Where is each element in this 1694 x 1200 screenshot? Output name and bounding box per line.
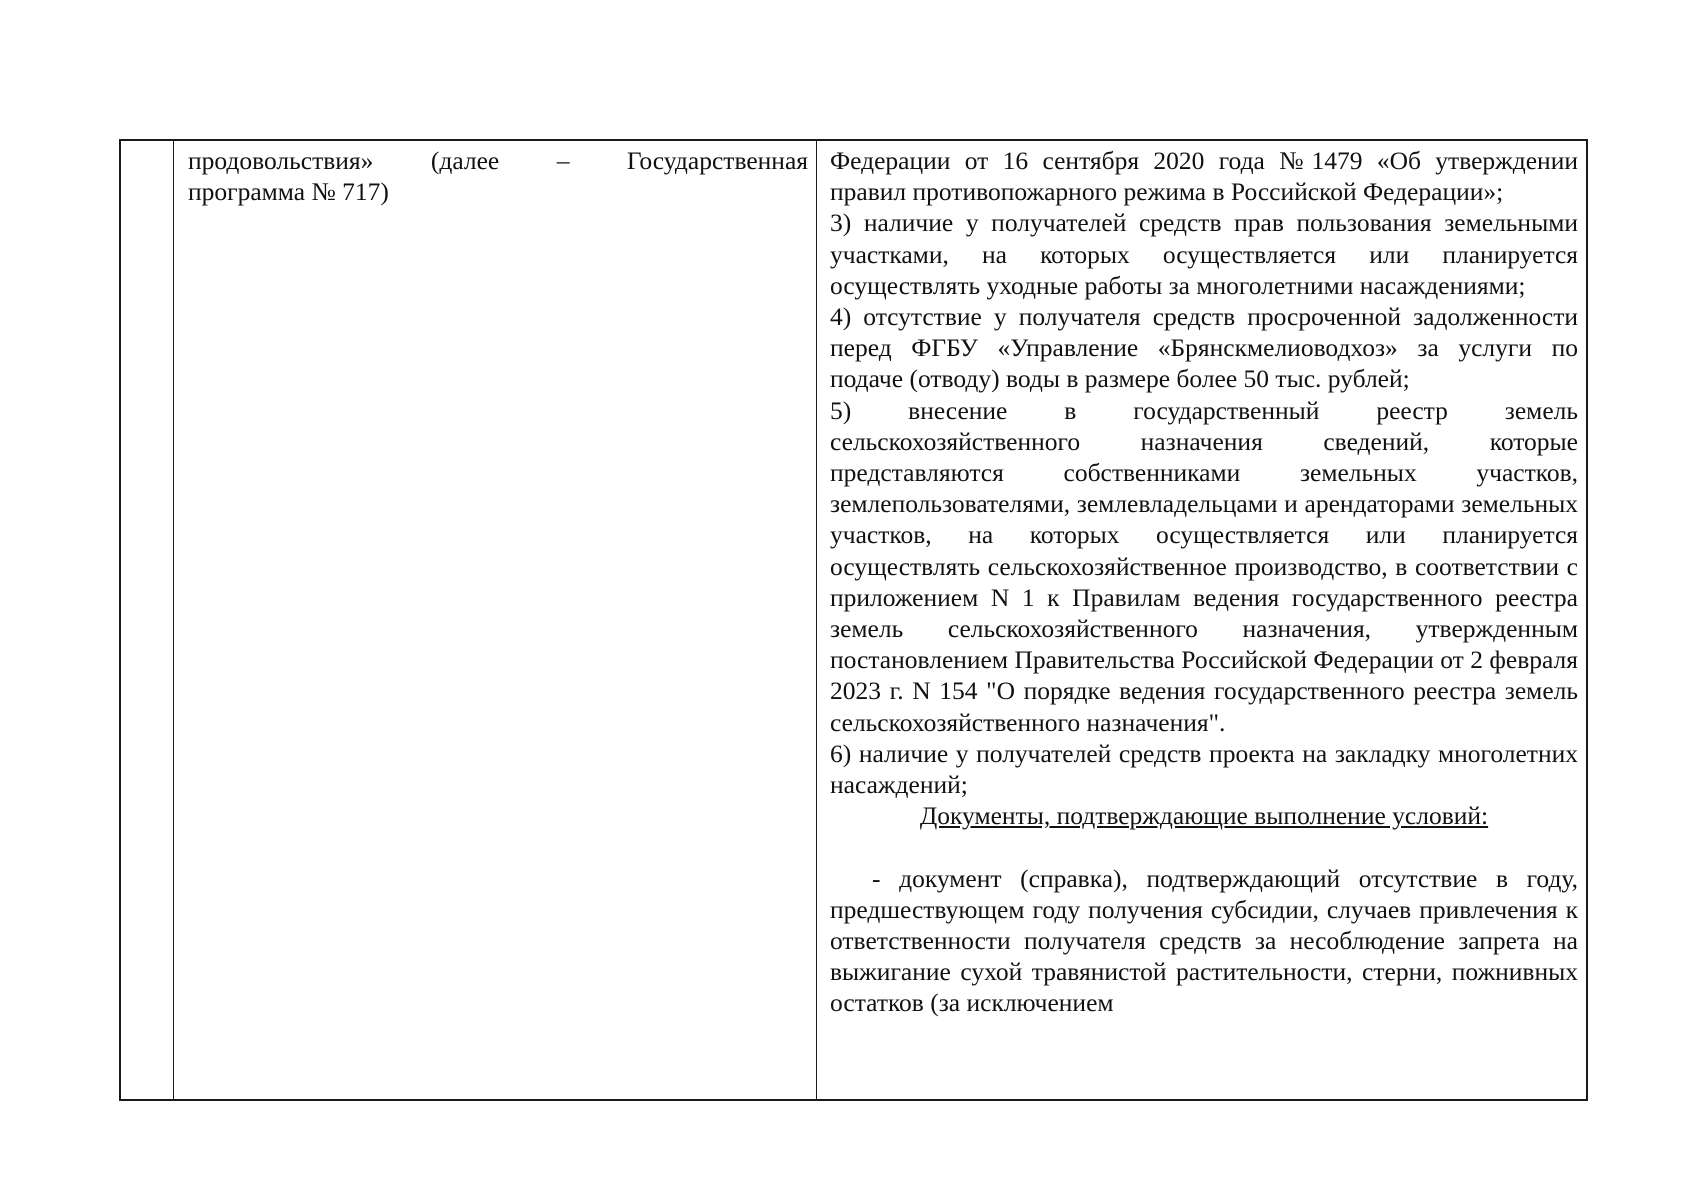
row-number-cell <box>121 141 174 1099</box>
documents-heading: Документы, подтверждающие выполнение условий: <box>919 801 1489 831</box>
document-table <box>119 139 1588 1101</box>
program-name-line2: программа № 717) <box>188 177 389 207</box>
condition-item-6: 6) наличие у получателей средств проекта на закладку многолетних насаждений; <box>830 738 1578 800</box>
document-item-1: - документ (справка), подтверждающий отсутствие в году, предшествующем году получения субсидии, случаев привлечения к ответственности получателя средств за несоблюдение запрета на выжигание сухой травянистой растительности, стерни, пожнивных остатков (за исключением <box>830 863 1578 1018</box>
condition-intro: Федерации от 16 сентября 2020 года №1479 «Об утверждении правил противопожарного режима в Российской Федерации»; <box>830 146 1578 207</box>
condition-item-3: 3) наличие у получателей средств прав пользования земельными участками, на которых осуществляется или планируется осуществлять уходные работы за многолетними насаждениями; <box>830 208 1578 300</box>
program-name-cell <box>174 141 817 1099</box>
condition-item-5: 5) внесение в государственный реестр земель сельскохозяйственного назначения сведений, которые представляются собственниками земельных участков, землепользователями, землевладельцами и арендаторами земельных участков, на которых осуществляется или планируется осуществлять сельскохозяйственное производство, в соответствии с приложением N 1 к Правилам ведения государственного реестра земель сельскохозяйственного назначения, утвержденным постановлением Правительства Российской Федерации от 2 февраля 2023 г. N 154 "О порядке ведения государственного реестра земель сельскохозяйственного назначения". <box>830 395 1578 737</box>
conditions-cell <box>817 141 1586 1099</box>
condition-item-4: 4) отсутствие у получателя средств просроченной задолженности перед ФГБУ «Управление «Брянскмелиоводхоз» за услуги по подаче (отводу) воды в размере более 50 тыс. рублей; <box>830 302 1578 394</box>
program-name-line1: продовольствия» (далее – Государственная <box>188 146 808 175</box>
